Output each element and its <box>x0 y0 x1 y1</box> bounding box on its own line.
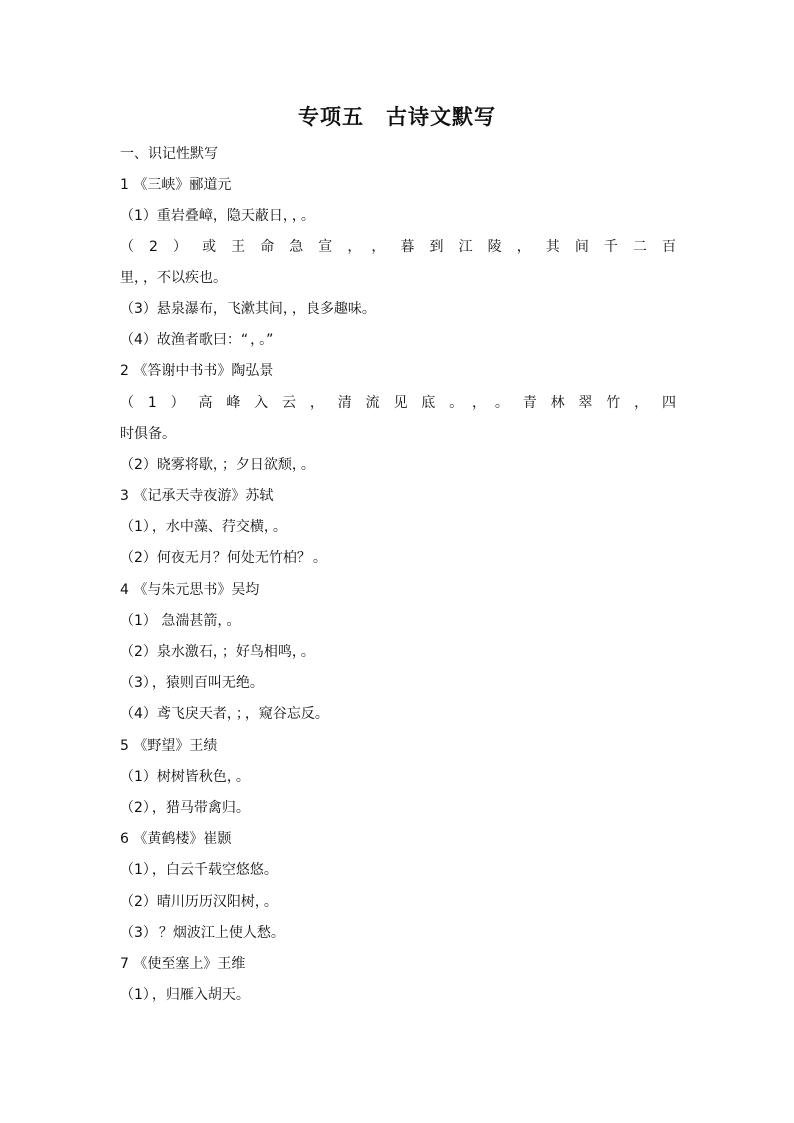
question-2-1: （1）高峰入云，清流见底。 ， 。青林翠竹，四 <box>120 395 676 411</box>
question-4-1: （1） 急湍甚箭， 。 <box>120 613 241 629</box>
question-1-2: （2）或王命急宣， ，暮到江陵，其间千二百 <box>120 239 676 255</box>
section-heading: 一、识记性默写 <box>120 146 218 162</box>
poem-heading-3: 3 《记承天寺夜游》苏轼 <box>120 488 274 504</box>
question-7-1: （1） ，归雁入胡天。 <box>120 987 250 1003</box>
question-2-1-cont: 时俱备。 <box>120 426 176 442</box>
question-4-3: （3） ，猿则百叫无绝。 <box>120 675 264 691</box>
question-5-1: （1）树树皆秋色， 。 <box>120 769 250 785</box>
question-1-3: （3）悬泉瀑布，飞漱其间， ，良多趣味。 <box>120 301 376 317</box>
poem-heading-7: 7 《使至塞上》王维 <box>120 956 246 972</box>
question-5-2: （2） ，猎马带禽归。 <box>120 800 250 816</box>
page-title: 专项五 古诗文默写 <box>298 105 496 129</box>
question-1-2-cont: 里， ，不以疾也。 <box>120 270 227 286</box>
question-1-4: （4）故渔者歌曰：“ ， 。” <box>120 332 274 348</box>
question-6-1: （1） ，白云千载空悠悠。 <box>120 862 278 878</box>
question-3-2: （2）何夜无月？何处无竹柏？ 。 <box>120 550 327 566</box>
poem-heading-1: 1 《三峡》郦道元 <box>120 177 232 193</box>
question-4-2: （2）泉水激石， ；好鸟相鸣， 。 <box>120 644 315 660</box>
poem-heading-5: 5 《野望》王绩 <box>120 738 218 754</box>
question-6-3: （3） ？烟波江上使人愁。 <box>120 925 285 941</box>
poem-heading-6: 6 《黄鹤楼》崔颢 <box>120 831 232 847</box>
question-6-2: （2）晴川历历汉阳树， 。 <box>120 894 278 910</box>
question-3-1: （1） ，水中藻、荇交横， 。 <box>120 519 287 535</box>
question-2-2: （2）晓雾将歇， ；夕日欲颓， 。 <box>120 457 315 473</box>
poem-heading-2: 2 《答谢中书书》陶弘景 <box>120 363 274 379</box>
question-1-1: （1）重岩叠嶂，隐天蔽日， ， 。 <box>120 208 315 224</box>
question-4-4: （4）鸢飞戾天者， ； ，窥谷忘反。 <box>120 706 329 722</box>
poem-heading-4: 4 《与朱元思书》吴均 <box>120 582 260 598</box>
